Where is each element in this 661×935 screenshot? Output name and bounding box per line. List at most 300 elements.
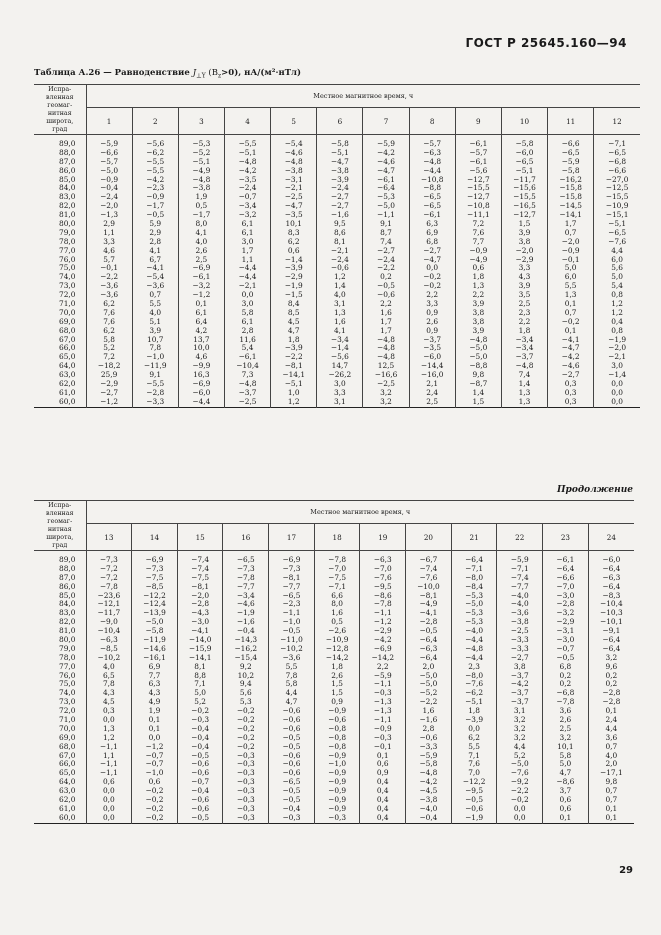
cell-value: 3,2 bbox=[380, 387, 392, 397]
cell-value: 10,7 bbox=[147, 334, 164, 344]
cell-value: −7,8 bbox=[556, 697, 575, 707]
cell-value: −2,8 bbox=[146, 387, 165, 397]
cell-value: −16,2 bbox=[559, 174, 582, 184]
cell-value: −1,0 bbox=[146, 352, 165, 362]
cell-value: −6,5 bbox=[608, 147, 627, 157]
cell-value: 8,5 bbox=[287, 307, 300, 317]
cell-value: 0,7 bbox=[605, 786, 618, 796]
hour-column bbox=[548, 135, 594, 408]
cell-value: −6,0 bbox=[602, 555, 621, 564]
cell-value: −0,6 bbox=[191, 795, 210, 805]
cell-value: −10,4 bbox=[236, 361, 259, 371]
cell-value: −5,0 bbox=[419, 679, 438, 689]
cell-value: −8,5 bbox=[99, 643, 118, 653]
cell-value: −14,5 bbox=[559, 201, 582, 211]
cell-value: −14,1 bbox=[559, 210, 582, 220]
cell-value: −6,6 bbox=[561, 139, 580, 148]
cell-value: −6,5 bbox=[236, 555, 255, 564]
cell-value: 0,1 bbox=[564, 325, 577, 335]
cell-value: −9,1 bbox=[602, 626, 621, 636]
cell-value: −0,4 bbox=[100, 183, 119, 193]
cell-value: −7,8 bbox=[373, 599, 392, 609]
cell-value: −6,3 bbox=[419, 643, 438, 653]
latitude-value: 74,0 bbox=[59, 272, 76, 282]
cell-value: −0,4 bbox=[282, 803, 301, 813]
cell-value: −3,7 bbox=[510, 697, 529, 707]
table-caption bbox=[34, 68, 301, 80]
latitude-value: 65,0 bbox=[59, 768, 76, 778]
hour-header: 10 bbox=[501, 108, 547, 135]
cell-value: −4,4 bbox=[238, 272, 257, 282]
cell-value: 6,1 bbox=[241, 316, 254, 326]
hour-column bbox=[132, 135, 178, 408]
hour-column bbox=[409, 135, 455, 408]
cell-value: −7,2 bbox=[99, 563, 118, 573]
cell-value: 3,2 bbox=[380, 396, 392, 406]
cell-value: −5,0 bbox=[469, 343, 488, 353]
cell-value: −2,1 bbox=[284, 183, 303, 193]
cell-value: 4,5 bbox=[287, 316, 300, 326]
cell-value: −0,7 bbox=[556, 643, 575, 653]
cell-value: 16,3 bbox=[193, 370, 210, 380]
cell-value: −11,7 bbox=[97, 608, 121, 618]
cell-value: −1,2 bbox=[100, 396, 119, 406]
cell-value: −1,7 bbox=[146, 201, 165, 211]
cell-value: −12,5 bbox=[605, 183, 629, 193]
hour-column bbox=[363, 135, 409, 408]
cell-value: −4,2 bbox=[373, 635, 392, 645]
cell-value: 4,1 bbox=[195, 227, 208, 237]
cell-value: 5,2 bbox=[513, 750, 526, 760]
cell-value: 0,2 bbox=[559, 679, 572, 689]
hour-column bbox=[497, 551, 543, 824]
latitude-value: 89,0 bbox=[59, 555, 76, 564]
cell-value: −5,5 bbox=[146, 165, 165, 175]
cell-value: −2,7 bbox=[510, 652, 529, 662]
cell-value: 1,7 bbox=[241, 245, 254, 255]
latitude-header-line: нитная bbox=[47, 109, 72, 117]
cell-value: −16,6 bbox=[374, 370, 398, 380]
cell-value: −4,4 bbox=[192, 396, 211, 406]
cell-value: 1,7 bbox=[564, 219, 577, 229]
continuation-label: Продолжение bbox=[557, 485, 633, 495]
cell-value: 0,0 bbox=[426, 263, 439, 273]
latitude-value: 84,0 bbox=[59, 183, 76, 193]
cell-value: 0,0 bbox=[468, 723, 480, 733]
cell-value: 0,0 bbox=[102, 715, 115, 725]
cell-value: −0,9 bbox=[328, 750, 347, 760]
cell-value: −0,6 bbox=[282, 706, 301, 716]
latitude-value: 86,0 bbox=[59, 581, 76, 591]
cell-value: −3,0 bbox=[556, 635, 575, 645]
cell-value: −0,2 bbox=[236, 741, 255, 751]
latitude-value: 67,0 bbox=[59, 750, 76, 760]
cell-value: 5,2 bbox=[194, 697, 207, 707]
cell-value: −1,3 bbox=[373, 697, 392, 707]
latitude-value: 76,0 bbox=[59, 254, 76, 264]
cell-value: −0,6 bbox=[282, 768, 301, 778]
cell-value: −5,1 bbox=[515, 165, 534, 175]
latitude-value: 69,0 bbox=[59, 316, 76, 326]
cell-value: −0,9 bbox=[469, 245, 488, 255]
cell-value: −1,9 bbox=[236, 608, 255, 618]
hour-column bbox=[269, 551, 315, 824]
cell-value: −0,5 bbox=[146, 210, 165, 220]
cell-value: −3,5 bbox=[423, 343, 442, 353]
cell-value: −10,2 bbox=[280, 643, 303, 653]
cell-value: −1,0 bbox=[282, 617, 301, 627]
cell-value: 6,0 bbox=[564, 272, 577, 282]
cell-value: −0,7 bbox=[145, 750, 164, 760]
cell-value: −7,3 bbox=[282, 563, 301, 573]
cell-value: −7,1 bbox=[328, 581, 347, 591]
cell-value: −6,1 bbox=[192, 272, 211, 282]
cell-value: 2,0 bbox=[422, 661, 435, 671]
cell-value: 0,4 bbox=[376, 795, 389, 805]
hour-header: 4 bbox=[224, 108, 270, 135]
cell-value: 7,2 bbox=[103, 352, 115, 362]
cell-value: −1,2 bbox=[145, 741, 164, 751]
cell-value: −5,8 bbox=[419, 759, 438, 769]
cell-value: −2,7 bbox=[561, 370, 580, 380]
cell-value: 5,5 bbox=[285, 661, 298, 671]
cell-value: −4,8 bbox=[423, 156, 442, 166]
cell-value: −7,7 bbox=[282, 581, 301, 591]
cell-value: 4,2 bbox=[195, 325, 208, 335]
cell-value: −3,7 bbox=[515, 352, 534, 362]
cell-value: −2,7 bbox=[423, 245, 442, 255]
cell-value: −18,2 bbox=[97, 361, 121, 371]
latitude-value: 74,0 bbox=[59, 688, 76, 698]
hour-header: 7 bbox=[363, 108, 409, 135]
cell-value: 5,0 bbox=[194, 688, 207, 698]
cell-value: −4,9 bbox=[469, 254, 488, 264]
cell-value: 0,6 bbox=[102, 777, 115, 787]
cell-value: 5,4 bbox=[611, 281, 623, 291]
cell-value: −8,0 bbox=[465, 670, 484, 680]
cell-value: −5,7 bbox=[469, 147, 488, 157]
cell-value: −7,4 bbox=[191, 563, 210, 573]
latitude-value: 72,0 bbox=[59, 706, 76, 716]
cell-value: 4,0 bbox=[195, 236, 208, 246]
cell-value: −4,6 bbox=[377, 156, 395, 166]
cell-value: −6,4 bbox=[602, 581, 621, 591]
cell-value: 5,2 bbox=[103, 343, 115, 353]
cell-value: −0,7 bbox=[238, 192, 257, 202]
cell-value: −3,6 bbox=[100, 281, 119, 291]
cell-value: −9,5 bbox=[465, 786, 484, 796]
cell-value: −7,8 bbox=[236, 572, 255, 582]
cell-value: −2,0 bbox=[191, 590, 210, 600]
hour-column bbox=[406, 551, 452, 824]
cell-value: 0,6 bbox=[287, 245, 300, 255]
latitude-header-line: вленная bbox=[46, 509, 74, 517]
cell-value: −0,3 bbox=[236, 803, 255, 813]
cell-value: 6,2 bbox=[103, 299, 115, 309]
cell-value: −2,5 bbox=[510, 626, 529, 636]
cell-value: 9,1 bbox=[380, 219, 392, 229]
cell-value: 9,1 bbox=[149, 370, 162, 380]
cell-value: 6,2 bbox=[287, 236, 300, 246]
hour-header: 11 bbox=[548, 108, 594, 135]
cell-value: 8,3 bbox=[287, 227, 300, 237]
hour-column bbox=[501, 135, 547, 408]
cell-value: 8,6 bbox=[333, 227, 346, 237]
cell-value: 3,9 bbox=[518, 227, 531, 237]
cell-value: 3,1 bbox=[513, 706, 526, 716]
cell-value: 6,8 bbox=[559, 661, 572, 671]
cell-value: −0,9 bbox=[328, 706, 347, 716]
cell-value: −2,2 bbox=[284, 352, 303, 362]
cell-value: −0,3 bbox=[282, 812, 301, 822]
cell-value: −17,1 bbox=[600, 768, 623, 778]
cell-value: −2,5 bbox=[284, 192, 303, 202]
hour-header: 5 bbox=[271, 108, 317, 135]
cell-value: −3,3 bbox=[419, 741, 438, 751]
cell-value: 4,4 bbox=[285, 688, 298, 698]
latitude-header-line: широта, bbox=[46, 533, 74, 541]
cell-value: 5,5 bbox=[564, 281, 577, 291]
cell-value: −0,2 bbox=[423, 281, 442, 291]
cell-value: 0,6 bbox=[376, 759, 389, 769]
cell-value: −0,1 bbox=[373, 741, 392, 751]
cell-value: −8,3 bbox=[602, 590, 621, 600]
cell-value: −5,9 bbox=[561, 156, 580, 166]
latitude-value: 60,0 bbox=[59, 812, 76, 822]
latitude-value: 61,0 bbox=[59, 387, 76, 397]
cell-value: −5,1 bbox=[608, 219, 627, 229]
cell-value: 1,2 bbox=[611, 299, 623, 309]
cell-value: 2,6 bbox=[331, 670, 343, 680]
cell-value: −0,8 bbox=[328, 732, 347, 742]
cell-value: −3,8 bbox=[510, 617, 529, 627]
cell-value: −0,4 bbox=[191, 732, 210, 742]
cell-value: 7,0 bbox=[468, 768, 480, 778]
cell-value: −6,6 bbox=[556, 572, 575, 582]
cell-value: −0,2 bbox=[236, 732, 255, 742]
latitude-value: 84,0 bbox=[59, 599, 76, 609]
cell-value: 1,9 bbox=[195, 192, 208, 202]
cell-value: −1,9 bbox=[465, 812, 484, 822]
hour-header: 17 bbox=[269, 524, 315, 551]
cell-value: −6,9 bbox=[145, 555, 164, 564]
cell-value: −16,0 bbox=[420, 370, 444, 380]
latitude-header-line: град bbox=[52, 125, 68, 133]
cell-value: −6,4 bbox=[556, 563, 575, 573]
cell-value: 4,0 bbox=[605, 750, 618, 760]
cell-value: −8,6 bbox=[556, 777, 575, 787]
cell-value: 0,6 bbox=[559, 803, 572, 813]
cell-value: −6,3 bbox=[602, 572, 621, 582]
cell-value: 2,4 bbox=[426, 387, 439, 397]
cell-value: 4,6 bbox=[103, 245, 115, 255]
latitude-value: 67,0 bbox=[59, 334, 76, 344]
cell-value: −12,1 bbox=[97, 599, 121, 609]
cell-value: −0,8 bbox=[328, 741, 347, 751]
cell-value: −0,4 bbox=[236, 626, 255, 636]
hour-header: 6 bbox=[317, 108, 363, 135]
cell-value: −5,3 bbox=[192, 139, 211, 148]
cell-value: 8,4 bbox=[287, 299, 300, 309]
cell-value: −2,3 bbox=[282, 599, 301, 609]
cell-value: 3,8 bbox=[472, 307, 485, 317]
cell-value: −0,5 bbox=[282, 795, 301, 805]
cell-value: 6,4 bbox=[195, 316, 208, 326]
cell-value: −2,0 bbox=[561, 236, 580, 246]
cell-value: −5,3 bbox=[465, 617, 484, 627]
cell-value: 1,6 bbox=[331, 608, 343, 618]
cell-value: −12,2 bbox=[143, 590, 166, 600]
cell-value: −4,7 bbox=[423, 254, 442, 264]
hour-header: 2 bbox=[132, 108, 178, 135]
cell-value: 0,9 bbox=[426, 325, 439, 335]
cell-value: −15,8 bbox=[559, 192, 582, 202]
cell-value: −6,4 bbox=[465, 555, 484, 564]
cell-value: −1,7 bbox=[192, 210, 211, 220]
cell-value: 8,0 bbox=[331, 599, 343, 609]
hour-column bbox=[455, 135, 501, 408]
page-number: 29 bbox=[619, 865, 633, 876]
cell-value: 8,1 bbox=[194, 661, 207, 671]
cell-value: −9,2 bbox=[510, 777, 529, 787]
cell-value: −3,9 bbox=[284, 343, 303, 353]
cell-value: −2,4 bbox=[330, 254, 349, 264]
cell-value: 0,0 bbox=[102, 795, 115, 805]
cell-value: 0,1 bbox=[148, 723, 161, 733]
cell-value: −2,6 bbox=[328, 626, 347, 636]
cell-value: −4,4 bbox=[465, 652, 484, 662]
cell-value: −6,4 bbox=[419, 635, 438, 645]
cell-value: 9,8 bbox=[472, 370, 485, 380]
cell-value: −6,1 bbox=[556, 555, 575, 564]
cell-value: −6,0 bbox=[423, 352, 442, 362]
cell-value: 1,2 bbox=[102, 732, 115, 742]
cell-value: 6,1 bbox=[241, 219, 254, 229]
cell-value: 10,1 bbox=[557, 741, 574, 751]
cell-value: −0,4 bbox=[191, 786, 210, 796]
cell-value: 0,8 bbox=[611, 325, 623, 335]
cell-value: 4,0 bbox=[333, 290, 346, 300]
cell-value: −0,3 bbox=[236, 768, 255, 778]
cell-value: 10,0 bbox=[193, 343, 210, 353]
cell-value: −2,7 bbox=[100, 387, 119, 397]
cell-value: −6,9 bbox=[192, 379, 211, 389]
cell-value: 7,3 bbox=[241, 370, 254, 380]
cell-value: −0,5 bbox=[191, 812, 210, 822]
cell-value: −15,9 bbox=[188, 643, 212, 653]
cell-value: −4,2 bbox=[377, 147, 395, 157]
latitude-value: 82,0 bbox=[59, 617, 76, 627]
cell-value: −0,7 bbox=[191, 777, 210, 787]
cell-value: 7,8 bbox=[149, 343, 162, 353]
cell-value: 7,6 bbox=[103, 316, 115, 326]
hour-column bbox=[451, 551, 497, 824]
cell-value: −3,3 bbox=[510, 635, 529, 645]
cell-value: −6,2 bbox=[465, 688, 484, 698]
cell-value: −7,5 bbox=[145, 572, 164, 582]
cell-value: 1,8 bbox=[472, 272, 485, 282]
cell-value: −0,6 bbox=[191, 768, 210, 778]
cell-value: −1,1 bbox=[373, 608, 392, 618]
cell-value: −5,0 bbox=[145, 617, 164, 627]
hour-header: 23 bbox=[543, 524, 589, 551]
cell-value: 2,6 bbox=[195, 245, 208, 255]
cell-value: −7,7 bbox=[510, 581, 529, 591]
latitude-value: 86,0 bbox=[59, 165, 76, 175]
cell-value: 0,1 bbox=[376, 750, 389, 760]
cell-value: −4,7 bbox=[377, 165, 395, 175]
cell-value: −6,4 bbox=[377, 183, 395, 193]
cell-value: −1,2 bbox=[192, 290, 211, 300]
cell-value: −4,8 bbox=[377, 352, 395, 362]
cell-value: −3,5 bbox=[284, 210, 303, 220]
cell-value: −3,7 bbox=[510, 670, 529, 680]
cell-value: 1,6 bbox=[333, 316, 346, 326]
cell-value: −6,5 bbox=[608, 227, 627, 237]
cell-value: 6,6 bbox=[331, 590, 343, 600]
cell-value: −0,2 bbox=[191, 706, 210, 716]
cell-value: 0,8 bbox=[611, 290, 623, 300]
caption-units: >0), нА/(м²·нТл) bbox=[221, 68, 302, 78]
cell-value: 5,6 bbox=[611, 263, 623, 273]
cell-value: 0,5 bbox=[331, 617, 343, 627]
cell-value: −3,5 bbox=[238, 174, 257, 184]
cell-value: −2,0 bbox=[100, 201, 119, 211]
cell-value: 9,8 bbox=[605, 777, 618, 787]
cell-value: −0,5 bbox=[282, 741, 301, 751]
cell-value: 0,9 bbox=[426, 307, 439, 317]
cell-value: −6,4 bbox=[602, 563, 621, 573]
cell-value: −4,1 bbox=[191, 626, 210, 636]
cell-value: −3,4 bbox=[515, 334, 534, 344]
cell-value: −0,6 bbox=[330, 263, 349, 273]
cell-value: 1,8 bbox=[287, 334, 300, 344]
cell-value: −0,9 bbox=[100, 174, 119, 184]
cell-value: 2,8 bbox=[149, 236, 162, 246]
cell-value: 2,3 bbox=[518, 307, 531, 317]
cell-value: −7,1 bbox=[608, 139, 627, 148]
cell-value: −1,1 bbox=[377, 210, 395, 220]
cell-value: −2,1 bbox=[330, 245, 349, 255]
cell-value: −6,1 bbox=[423, 210, 442, 220]
cell-value: 6,0 bbox=[611, 254, 623, 264]
cell-value: 3,3 bbox=[426, 299, 439, 309]
latitude-header-line: град bbox=[52, 541, 68, 549]
cell-value: −5,9 bbox=[419, 750, 438, 760]
cell-value: 3,3 bbox=[518, 263, 531, 273]
cell-value: −0,3 bbox=[236, 786, 255, 796]
hour-column bbox=[594, 135, 640, 408]
cell-value: −5,9 bbox=[510, 555, 529, 564]
cell-value: 3,0 bbox=[333, 379, 346, 389]
cell-value: −3,2 bbox=[238, 210, 257, 220]
cell-value: −4,6 bbox=[561, 361, 580, 371]
cell-value: −14,3 bbox=[234, 635, 258, 645]
cell-value: −0,2 bbox=[145, 795, 164, 805]
cell-value: −0,1 bbox=[561, 254, 580, 264]
latitude-header bbox=[34, 85, 86, 135]
cell-value: 0,0 bbox=[102, 786, 115, 796]
cell-value: −4,7 bbox=[284, 201, 303, 211]
cell-value: 0,5 bbox=[195, 201, 208, 211]
cell-value: −14,1 bbox=[282, 370, 306, 380]
cell-value: −2,7 bbox=[330, 192, 349, 202]
cell-value: 4,4 bbox=[605, 723, 618, 733]
cell-value: 5,9 bbox=[149, 219, 162, 229]
cell-value: −4,1 bbox=[561, 334, 580, 344]
caption-symbol: J bbox=[192, 68, 197, 78]
cell-value: −0,3 bbox=[236, 795, 255, 805]
